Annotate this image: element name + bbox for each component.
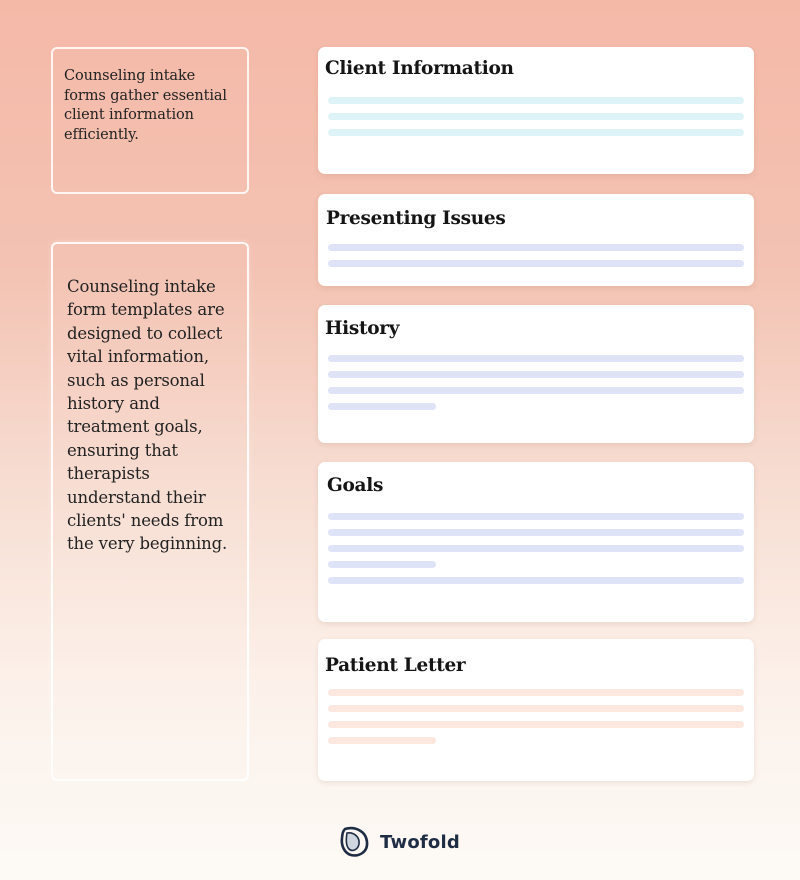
card-title: Goals xyxy=(327,475,384,496)
placeholder-lines xyxy=(328,513,744,593)
card-history xyxy=(318,305,754,443)
summary-text: Counseling intake forms gather essential client information efficiently. xyxy=(64,68,227,143)
card-title: Patient Letter xyxy=(325,655,466,676)
placeholder-lines xyxy=(328,244,744,276)
card-presenting-issues xyxy=(318,194,754,286)
placeholder-line xyxy=(328,577,744,584)
placeholder-lines xyxy=(328,355,744,419)
placeholder-line xyxy=(328,97,744,104)
placeholder-line xyxy=(328,403,436,410)
placeholder-line xyxy=(328,545,744,552)
placeholder-line xyxy=(328,689,744,696)
summary-box xyxy=(51,47,249,194)
card-patient-letter xyxy=(318,639,754,781)
placeholder-line xyxy=(328,113,744,120)
card-client-information xyxy=(318,47,754,174)
card-title: Presenting Issues xyxy=(326,208,506,229)
placeholder-lines xyxy=(328,689,744,753)
placeholder-line xyxy=(328,260,744,267)
placeholder-line xyxy=(328,371,744,378)
placeholder-line xyxy=(328,513,744,520)
twofold-logo-icon xyxy=(339,825,371,859)
card-goals xyxy=(318,462,754,622)
description-box xyxy=(51,242,249,781)
placeholder-line xyxy=(328,737,436,744)
placeholder-line xyxy=(328,387,744,394)
brand xyxy=(339,825,460,859)
placeholder-line xyxy=(328,244,744,251)
placeholder-line xyxy=(328,129,744,136)
card-title: History xyxy=(325,318,400,339)
description-text: Counseling intake form templates are designed to collect vital information, such as personal history and treatment goals, ensuring that therapists understand their clients' needs from the very beginning. xyxy=(67,277,228,554)
brand-name: Twofold xyxy=(380,831,460,853)
card-title: Client Information xyxy=(325,58,514,79)
placeholder-line xyxy=(328,705,744,712)
placeholder-lines xyxy=(328,97,744,145)
placeholder-line xyxy=(328,355,744,362)
placeholder-line xyxy=(328,721,744,728)
placeholder-line xyxy=(328,529,744,536)
placeholder-line xyxy=(328,561,436,568)
